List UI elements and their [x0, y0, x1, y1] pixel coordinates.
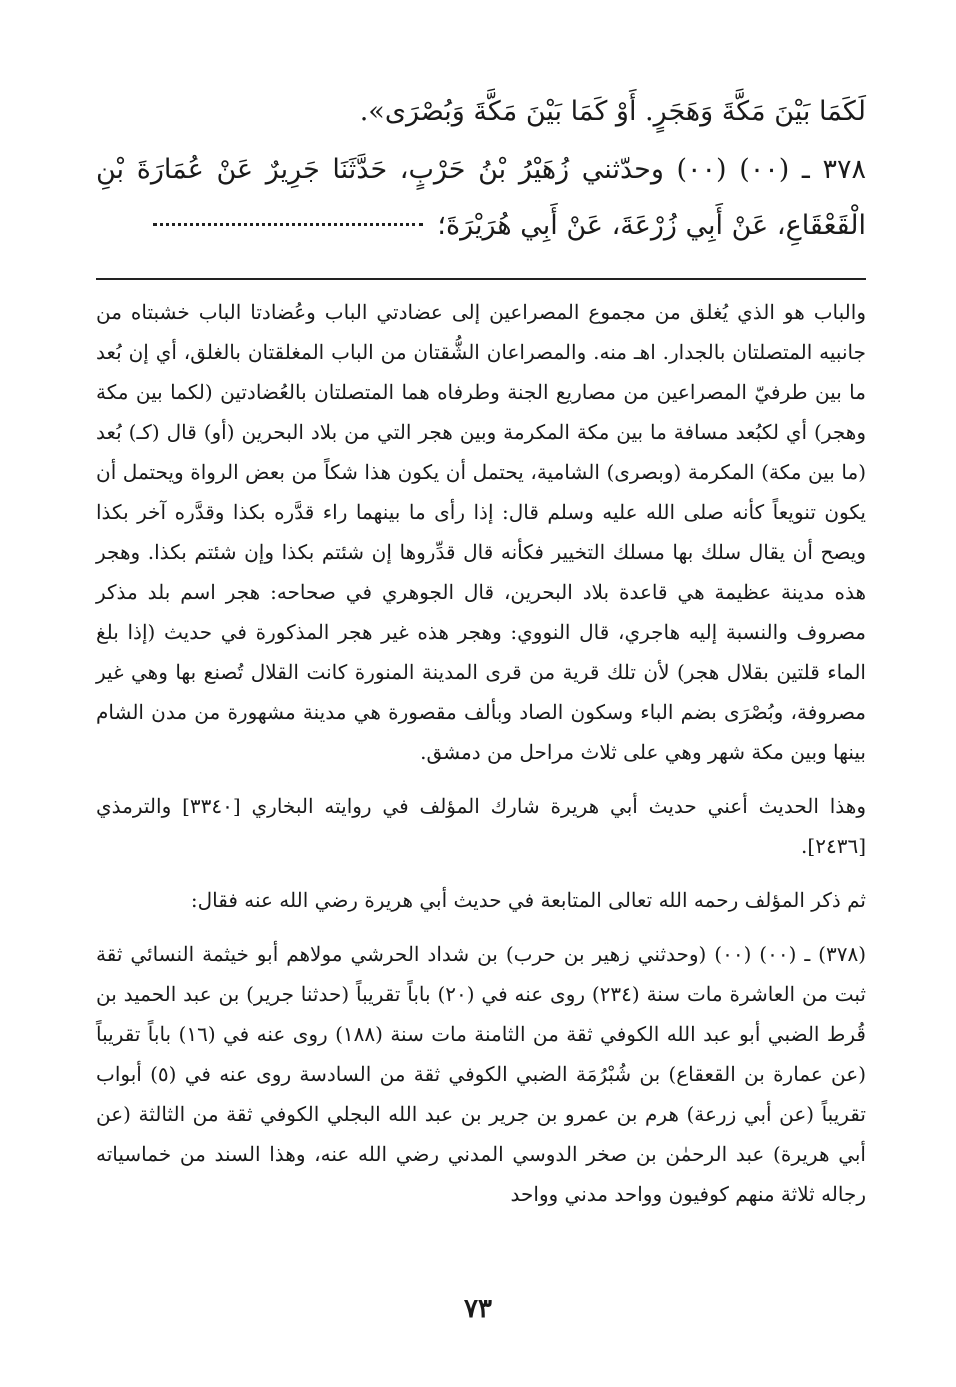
commentary: [96, 292, 866, 1214]
hadith-paragraph: [96, 142, 866, 254]
footnote-divider: [96, 278, 866, 280]
dotted-leader: [153, 223, 423, 226]
page-number: ٧٣: [464, 1294, 492, 1324]
hadith-text: [96, 84, 866, 254]
commentary-paragraph: والباب هو الذي يُغلق من مجموع المصراعين إلى عضادتي الباب وعُضادتا الباب خشبتاه من جانبيه المتصلتان بالجدار. اهـ منه. والمصراعان الشُّقتان من الباب المغلقتان بالغلق، أي إن بُعد ما بين طرفيّ المصراعين من مصاريع الجنة وطرفاه هما المتصلتان بالعُضادتين (لكما بين مكة وهجر) أي لكبُعد مسافة ما بين مكة المكرمة وبين هجر التي من بلاد البحرين (أو) قال (كـ) بُعد (ما بين مكة) المكرمة (وبصرى) الشامية، يحتمل أن يكون هذا شكاً من بعض الرواة ويحتمل أن يكون تنويعاً كأنه صلى الله عليه وسلم قال: إذا رأى ما بينهما راء قدَّره بكذا وقدَّره آخر بكذا ويصح أن يقال سلك بها مسلك التخيير فكأنه قال قدِّروها إن شئتم بكذا وإن شئتم بكذا. وهجر هذه مدينة عظيمة هي قاعدة بلاد البحرين، قال الجوهري في صحاحه: هجر اسم بلد مذكر مصروف والنسبة إليه هاجري، قال النووي: وهجر هذه غير هجر المذكورة في حديث (إذا بلغ الماء قلتين بقلال هجر) لأن تلك قرية من قرى المدينة المنورة كانت القلال تُصنع بها وهي غير مصروفة، وبُصْرَى بضم الباء وسكون الصاد وبألف مقصورة هي مدينة مشهورة من مدن الشام بينها وبين مكة شهر وهي على ثلاث مراحل من دمشق.: [96, 300, 866, 764]
commentary-paragraph: وهذا الحديث أعني حديث أبي هريرة شارك المؤلف في روايته البخاري [٣٣٤٠] والترمذي [٢٤٣٦].: [96, 794, 867, 858]
commentary-paragraph: ثم ذكر المؤلف رحمه الله تعالى المتابعة في حديث أبي هريرة رضي الله عنه فقال:: [190, 888, 866, 912]
hadith-continued-line: لَكَمَا بَيْنَ مَكَّةَ وَهَجَرٍ. أَوْ كَمَا بَيْنَ مَكَّةَ وَبُصْرَى».: [359, 96, 866, 127]
hadith-378-text: ٣٧٨ ـ (٠٠) (٠٠) وحدّثني زُهَيْرُ بْنُ حَرْبٍ، حَدَّثَنَا جَرِيرٌ عَنْ عُمَارَةَ بْنِ الْقَعْقَاعِ، عَنْ أَبِي زُرْعَةَ، عَنْ أَبِي هُرَيْرَةَ؛: [96, 154, 866, 241]
commentary-paragraph: (٣٧٨) ـ (٠٠) (٠٠) (وحدثني زهير بن حرب) بن شداد الحرشي مولاهم أبو خيثمة النسائي ثقة ثبت من العاشرة مات سنة (٢٣٤) روى عنه في (٢٠) باباً تقريباً (حدثنا جرير) بن عبد الحميد بن قُرط الضبي أبو عبد الله الكوفي ثقة من الثامنة مات سنة (١٨٨) روى عنه في (١٦) باباً تقريباً (عن عمارة بن القعقاع) بن شُبْرُمَة الضبي الكوفي ثقة من السادسة روى عنه في (٥) أبواب تقريباً (عن أبي زرعة) هرم بن عمرو بن جرير بن عبد الله البجلي الكوفي ثقة من الثالثة (عن أبي هريرة) عبد الرحمٰن بن صخر الدوسي المدني رضي الله عنه، وهذا السند من خماسياته رجاله ثلاثة منهم كوفيون وواحد مدني وواحد: [96, 942, 867, 1206]
